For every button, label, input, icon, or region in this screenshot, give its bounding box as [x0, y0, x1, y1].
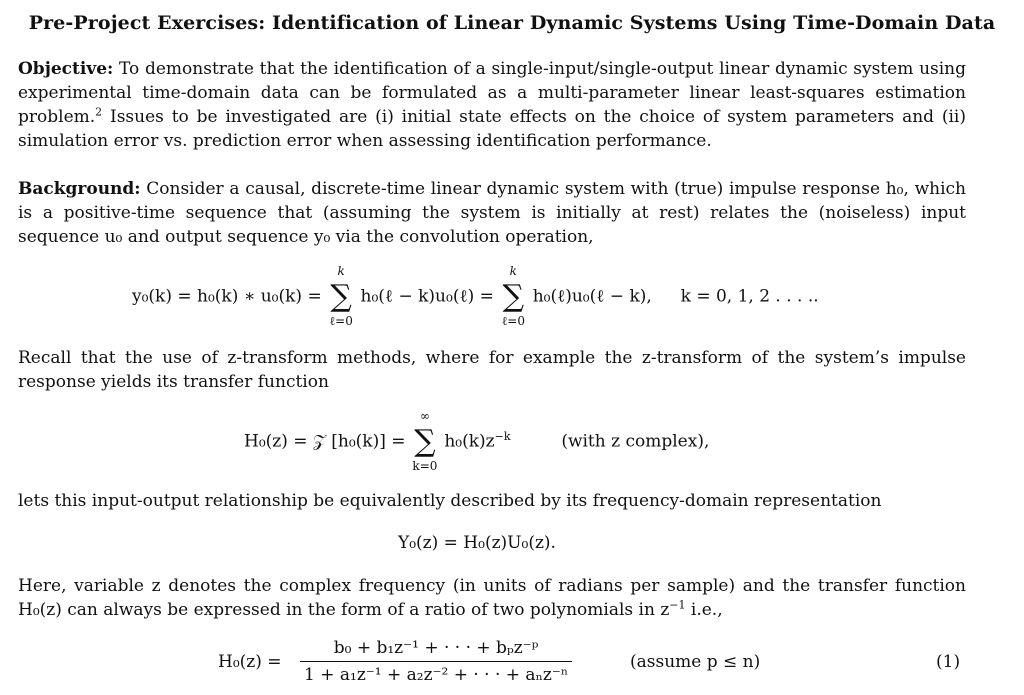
eq2-exponent: −k: [494, 429, 511, 443]
eq1-range: k = 0, 1, 2 . . . ..: [680, 286, 819, 307]
equation-number: (1): [936, 652, 961, 672]
fraction-numerator: b₀ + b₁z⁻¹ + · · · + bₚz⁻ᵖ: [300, 638, 572, 662]
frequency-domain-equation: Y₀(z) = H₀(z)U₀(z).: [398, 533, 556, 553]
eq4-note: (assume p ≤ n): [630, 652, 761, 672]
eq4-lhs: H₀(z) =: [218, 652, 282, 672]
fraction-denominator: 1 + a₁z⁻¹ + a₂z⁻² + · · · + aₙz⁻ⁿ: [304, 665, 569, 685]
objective-label: Objective:: [18, 59, 114, 79]
eq1-term1: h₀(ℓ − k)u₀(ℓ) =: [360, 286, 494, 307]
z-transform-equation: [244, 409, 764, 479]
background-text: Consider a causal, discrete-time linear dynamic system with (true) impulse response h₀, which is a positive-time sequence that (assuming the system is initially at rest) relates the (noiseless) input sequence u₀ and output sequence y₀ via the convolution operation,: [18, 179, 966, 247]
transfer-function-equation: [218, 638, 978, 690]
here-text-a: Here, variable z denotes the complex frequency (in units of radians per sample) and the transfer function H₀(z) can always be expressed in the form of a ratio of two polynomials in z: [18, 576, 966, 620]
recall-paragraph: Recall that the use of z-transform methods, where for example the z-transform of the system’s impulse response yields its transfer function: [18, 348, 966, 392]
lets-paragraph: lets this input-output relationship be equivalently described by its frequency-domain representation: [18, 491, 882, 511]
sum-symbol-1: k ∑ ℓ=0: [329, 264, 353, 328]
transfer-function-fraction: [300, 638, 572, 685]
objective-text-a: To demonstrate that the identification of a single-input/single-output linear dynamic system using experimental time-domain data can be formulated as a multi-parameter linear least-squares estimation problem.: [18, 59, 967, 127]
background-label: Background:: [18, 179, 141, 199]
eq2-note: (with z complex),: [561, 431, 710, 452]
footnote-marker: 2: [95, 105, 103, 119]
eq1-lhs: y₀(k) = h₀(k) ∗ u₀(k) =: [132, 286, 322, 307]
page-title: Pre-Project Exercises: Identification of Linear Dynamic Systems Using Time-Domain Data: [28, 12, 996, 34]
background-paragraph: [18, 177, 966, 249]
here-text-b: i.e.,: [690, 600, 723, 620]
eq1-term2: h₀(ℓ)u₀(ℓ − k),: [532, 286, 652, 307]
objective-text-b: Issues to be investigated are (i) initial state effects on the choice of system parameters and (ii) simulation error vs. prediction error when assessing identification performance.: [18, 107, 966, 151]
here-paragraph: [18, 574, 966, 622]
sum-symbol-3: ∞ ∑ k=0: [412, 409, 438, 473]
eq2-lhs: H₀(z) = 𝒵 [h₀(k)] =: [244, 431, 406, 452]
convolution-equation: [132, 264, 892, 336]
objective-paragraph: [18, 57, 966, 153]
sum-symbol-2: k ∑ ℓ=0: [501, 264, 525, 328]
eq2-term: h₀(k)z: [444, 431, 495, 452]
here-exponent: −1: [669, 598, 686, 612]
